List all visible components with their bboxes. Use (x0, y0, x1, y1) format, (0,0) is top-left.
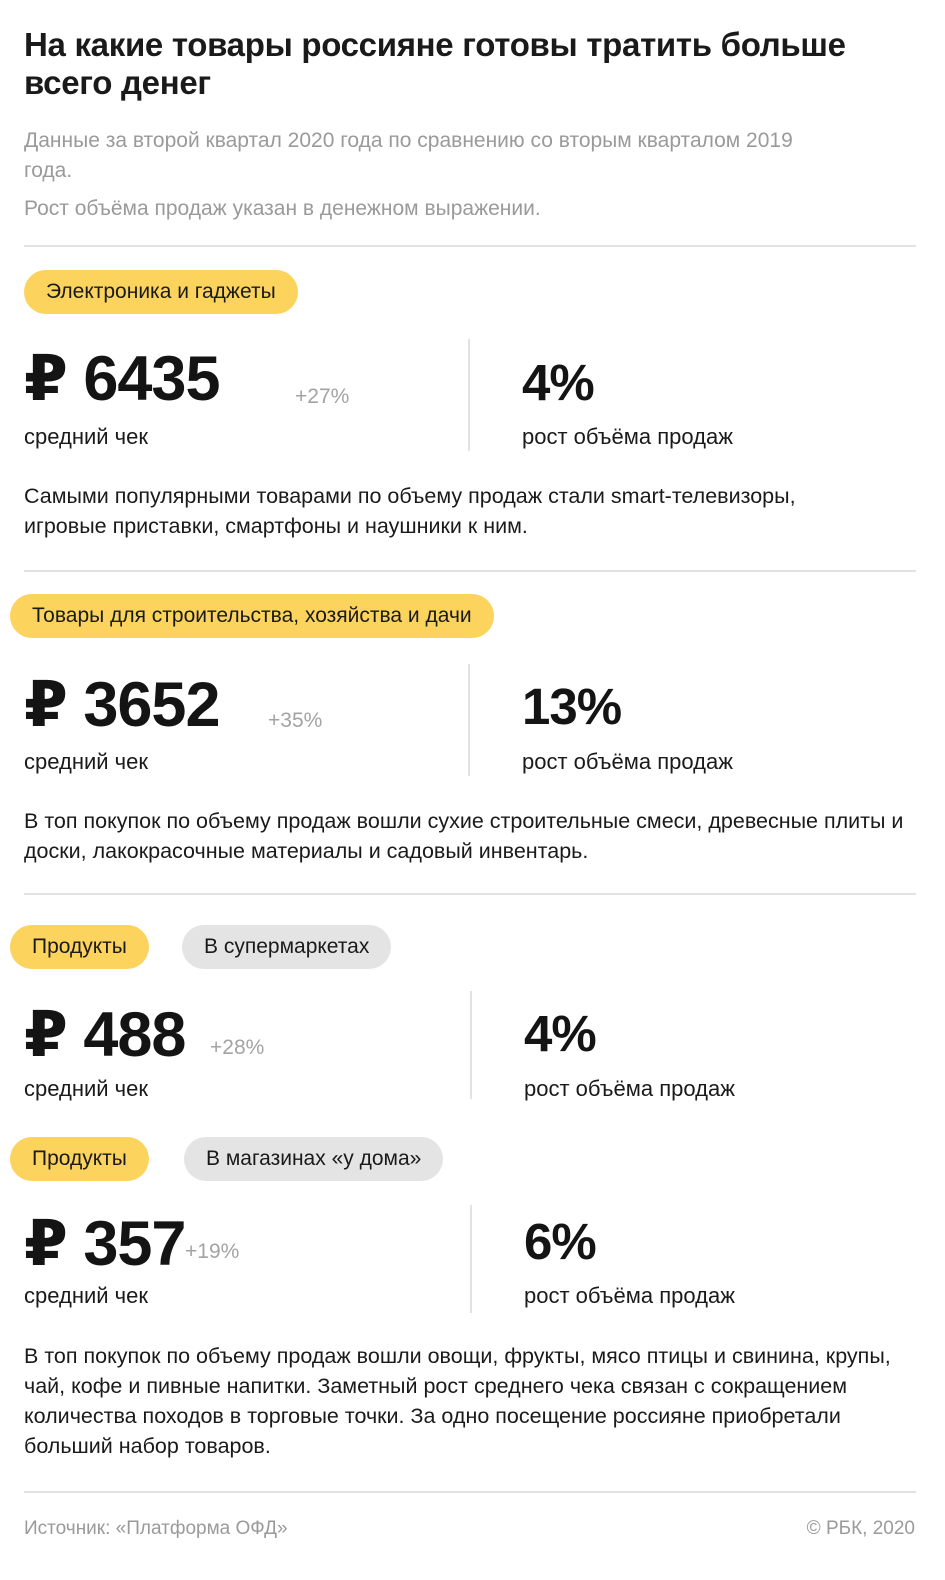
column-divider (470, 1205, 472, 1313)
sales-growth-label: рост объёма продаж (522, 424, 733, 449)
section-description: В топ покупок по объему продаж вошли овощи, фрукты, мясо птицы и свинина, крупы, чай, кофе и пивные напитки. Заметный рост среднего чека связан с сокращением количества походов в торговые точки. За одно посещение россияне приобретали больший набор товаров. (24, 1344, 891, 1458)
sales-growth-label: рост объёма продаж (524, 1283, 735, 1308)
avg-check-label: средний чек (24, 1076, 148, 1101)
avg-check-label: средний чек (24, 424, 148, 449)
avg-check-value: ₽ 488 (24, 1000, 186, 1070)
subtitle-note: Рост объёма продаж указан в денежном выражении. (24, 197, 541, 220)
sales-growth-value: 6% (524, 1213, 596, 1270)
avg-check-label: средний чек (24, 749, 148, 774)
divider (24, 1491, 916, 1493)
copyright: © РБК, 2020 (806, 1518, 915, 1539)
avg-check-change: +27% (295, 385, 350, 408)
category-tag-construction: Товары для строительства, хозяйства и дачи (10, 594, 494, 638)
page-title: На какие товары россияне готовы тратить больше всего денег (24, 26, 846, 101)
source-note: Источник: «Платформа ОФД» (24, 1518, 288, 1539)
avg-check-label: средний чек (24, 1283, 148, 1308)
avg-check-change: +28% (210, 1036, 265, 1059)
category-tag-food: Продукты (10, 925, 149, 969)
section-description: Самыми популярными товарами по объему продаж стали smart-телевизоры, игровые приставки, смартфоны и наушники к ним. (24, 484, 796, 538)
sales-growth-value: 13% (522, 678, 622, 735)
store-type-tag-local: В магазинах «у дома» (184, 1137, 443, 1181)
column-divider (468, 339, 470, 451)
sales-growth-label: рост объёма продаж (522, 749, 733, 774)
avg-check-change: +19% (185, 1240, 240, 1263)
avg-check-value: ₽ 357 (24, 1209, 186, 1279)
divider (24, 570, 916, 572)
avg-check-value: ₽ 3652 (24, 670, 220, 740)
subtitle-period: Данные за второй квартал 2020 года по сравнению со вторым кварталом 2019 года. (24, 129, 793, 182)
divider (24, 245, 916, 247)
column-divider (468, 664, 470, 776)
store-type-tag-supermarkets: В супермаркетах (182, 925, 391, 969)
category-tag-electronics: Электроника и гаджеты (24, 270, 298, 314)
column-divider (470, 991, 472, 1099)
section-description: В топ покупок по объему продаж вошли сухие строительные смеси, древесные плиты и доски, лакокрасочные материалы и садовый инвентарь. (24, 809, 904, 863)
avg-check-value: ₽ 6435 (24, 344, 220, 414)
category-tag-food: Продукты (10, 1137, 149, 1181)
divider (24, 893, 916, 895)
sales-growth-value: 4% (522, 354, 594, 411)
sales-growth-value: 4% (524, 1005, 596, 1062)
avg-check-change: +35% (268, 709, 323, 732)
sales-growth-label: рост объёма продаж (524, 1076, 735, 1101)
